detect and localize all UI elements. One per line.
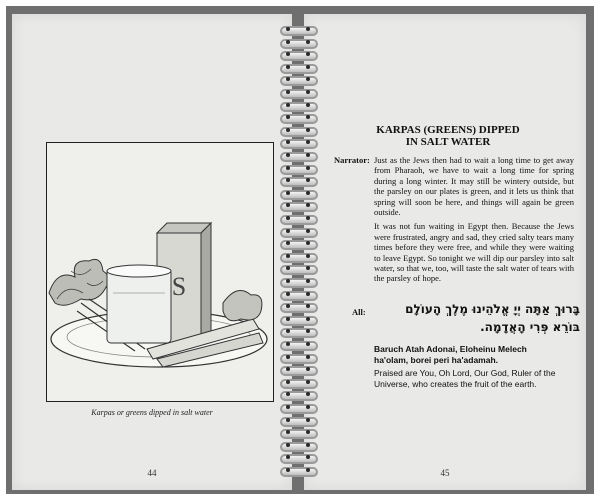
all-label: All: — [352, 307, 366, 317]
spiral-coil — [276, 87, 320, 98]
spiral-coil — [276, 175, 320, 186]
illustration-caption: Karpas or greens dipped in salt water — [91, 408, 213, 417]
hebrew-blessing — [372, 300, 580, 336]
spiral-coil — [276, 452, 320, 463]
spiral-coil — [276, 137, 320, 148]
spiral-coil — [276, 213, 320, 224]
narrator-label: Narrator: — [334, 155, 370, 165]
section-title-line1: KARPAS (GREENS) DIPPED — [376, 124, 520, 136]
spiral-coil — [276, 301, 320, 312]
spiral-binding — [276, 24, 320, 494]
transliteration — [374, 344, 580, 365]
spiral-book — [6, 6, 594, 494]
spiral-coil — [276, 125, 320, 136]
spiral-coil — [276, 24, 320, 35]
section-title-line2: IN SALT WATER — [405, 136, 491, 148]
spiral-coil — [276, 238, 320, 249]
spiral-coil — [276, 440, 320, 451]
svg-text:S: S — [171, 272, 187, 301]
page-number-left: 44 — [147, 468, 157, 478]
spiral-coil — [276, 352, 320, 363]
spiral-coil — [276, 251, 320, 262]
transliteration-line-1: Baruch Atah Adonai, Eloheinu Melech — [374, 344, 527, 354]
spiral-coil — [276, 314, 320, 325]
translation: Praised are You, Oh Lord, Our God, Ruler of the Universe, who creates the fruit of the earth. — [374, 368, 556, 389]
spiral-coil — [276, 326, 320, 337]
transliteration-line-2: ha'olam, borei peri ha'adamah. — [374, 354, 499, 365]
narrator-paragraph-2: It was not fun waiting in Egypt then. Because the Jews were frustrated, angry and sad, they cried salty tears many times before they were free, and while they were waiting to leave Egypt. So tonight we will dip our parsley into salt water, so that we, too, will taste the salt water of tears with the parsley of hope. — [374, 221, 574, 284]
spiral-coil — [276, 276, 320, 287]
spiral-coil — [276, 200, 320, 211]
narrator-paragraph-1: Just as the Jews then had to wait a long time to get away from Pharaoh, we have to wait a long time for spring during a long winter. It may still be wintery outside, but the parsley on our plates is green, and it lets us think that spring will soon be here, and things will again be green outside. — [374, 155, 574, 218]
spiral-coil — [276, 150, 320, 161]
spiral-coil — [276, 74, 320, 85]
spiral-coil — [276, 377, 320, 388]
spiral-coil — [276, 402, 320, 413]
spiral-coil — [276, 465, 320, 476]
left-page — [12, 14, 292, 490]
spiral-coil — [276, 226, 320, 237]
spiral-coil — [276, 49, 320, 60]
spiral-coil — [276, 62, 320, 73]
page-number-right: 45 — [440, 468, 450, 478]
spiral-coil — [276, 364, 320, 375]
spiral-coil — [276, 263, 320, 274]
spiral-coil — [276, 415, 320, 426]
spiral-coil — [276, 100, 320, 111]
karpas-illustration — [46, 142, 274, 402]
karpas-drawing — [47, 143, 273, 401]
spiral-coil — [276, 188, 320, 199]
section-title — [368, 124, 528, 148]
spiral-coil — [276, 339, 320, 350]
spiral-coil — [276, 289, 320, 300]
right-page — [304, 14, 586, 490]
spiral-coil — [276, 163, 320, 174]
hebrew-line-2: בּוֹרֵא פְּרִי הָאֲדָמָה. — [480, 320, 580, 334]
hebrew-line-1: בָּרוּךְ אַתָּה יְיָ אֱלֹהֵינוּ מֶלֶךְ הָעוֹלָם — [405, 302, 580, 316]
spiral-coil — [276, 427, 320, 438]
narrator-text — [374, 155, 574, 288]
spiral-coil — [276, 389, 320, 400]
spiral-coil — [276, 37, 320, 48]
spiral-coil — [276, 112, 320, 123]
